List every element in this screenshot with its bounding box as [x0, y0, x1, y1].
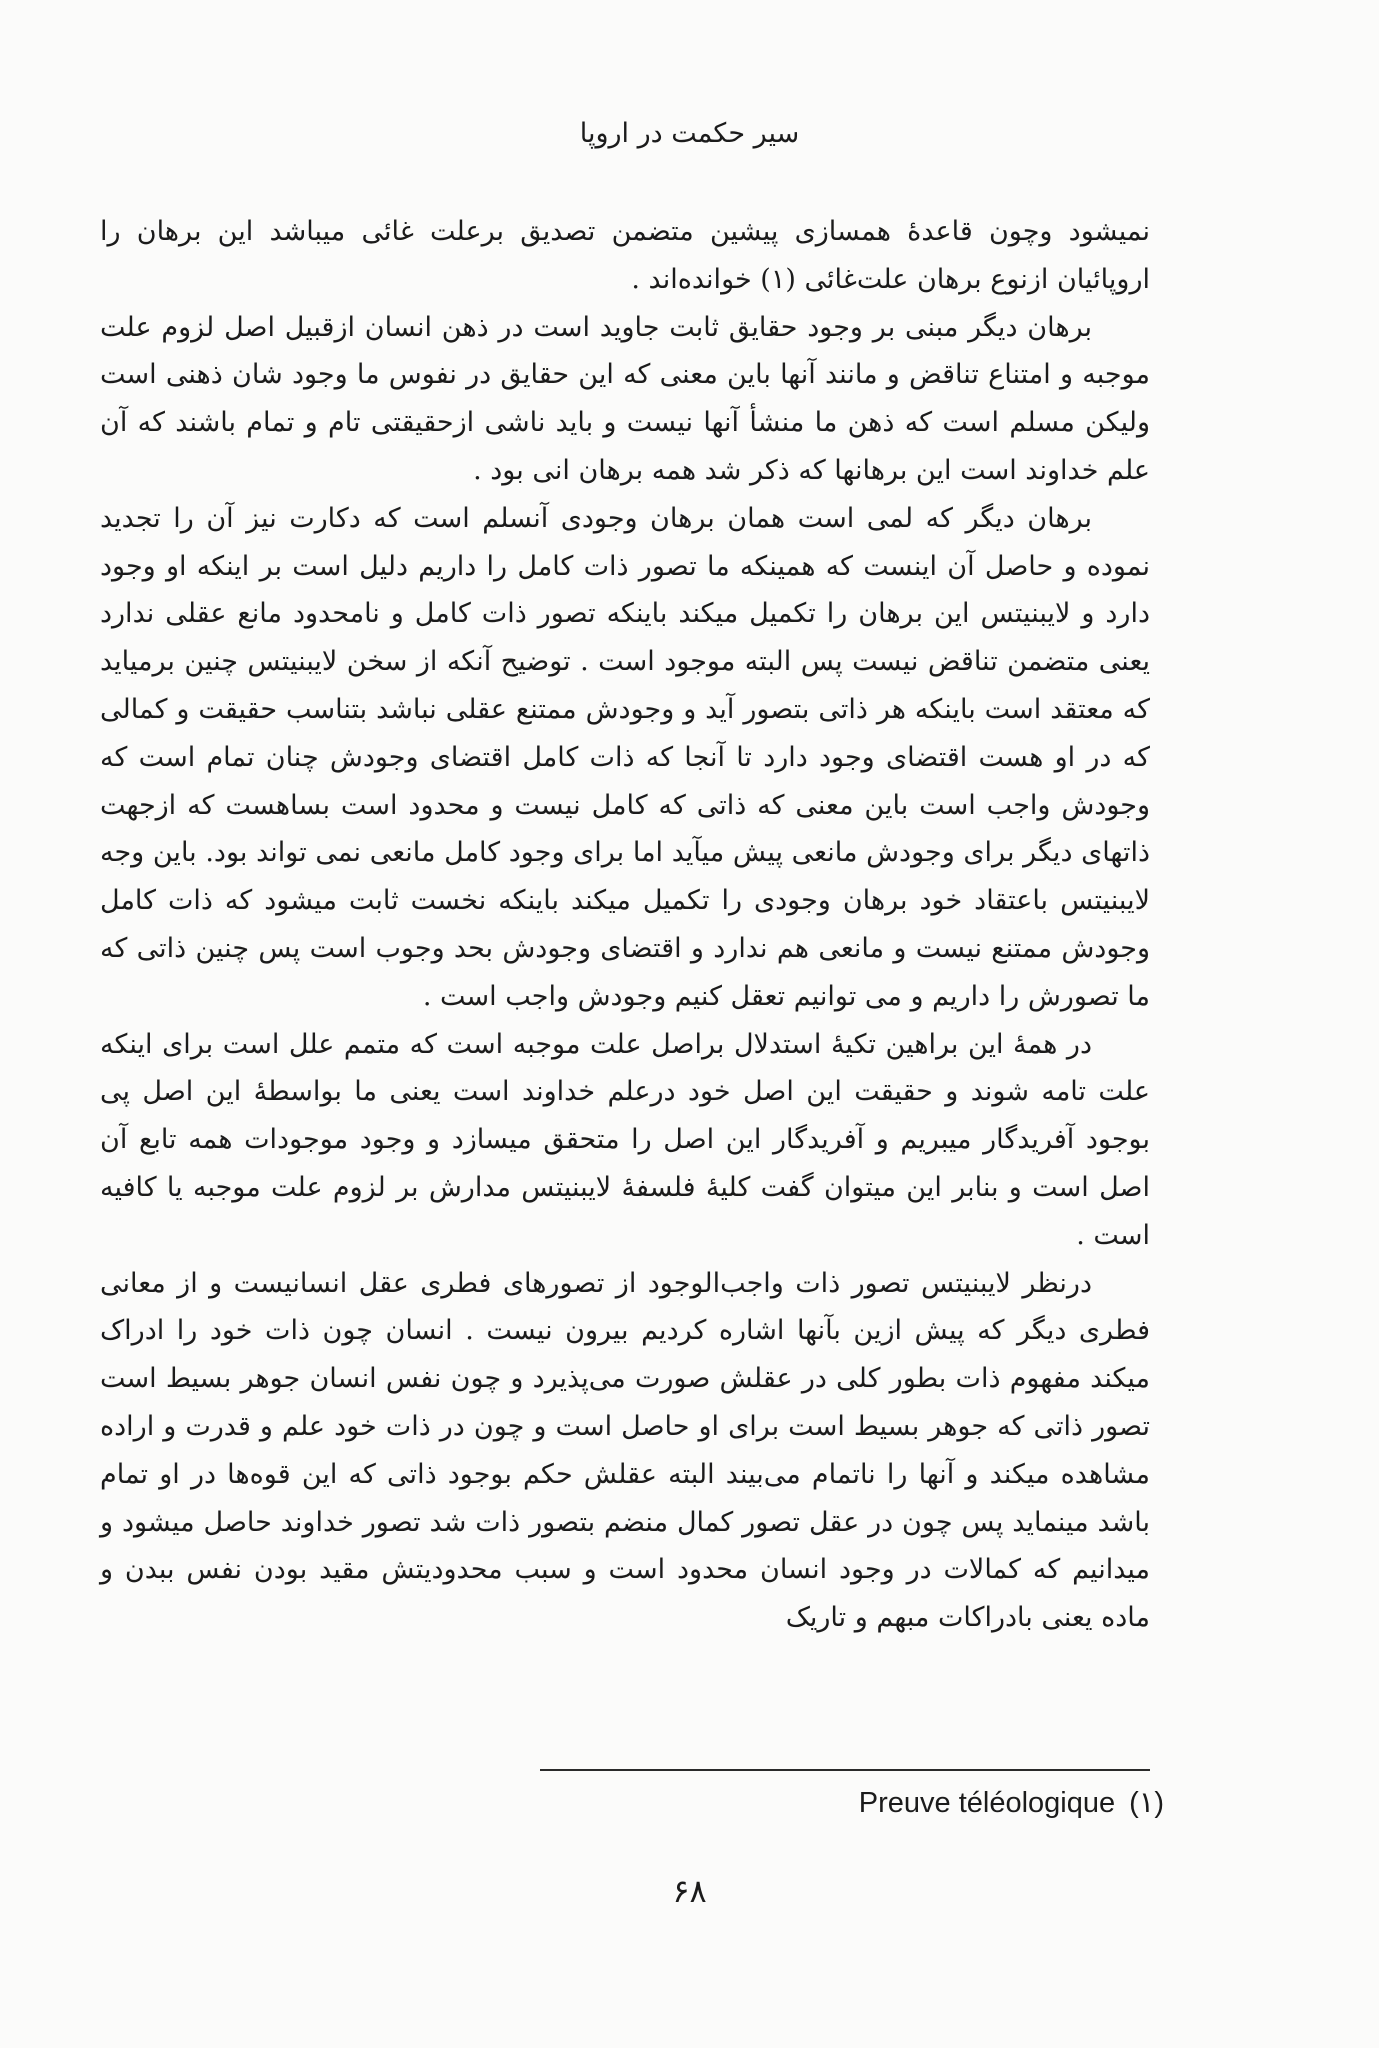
paragraph-3: برهان دیگر که لمی است همان برهان وجودی آنسلم است که دکارت نیز آن را تجدید نموده و حاصل آن اینست که همینکه ما تصور ذات کامل را داریم دلیل است بر اینکه او وجود دارد و لایبنیتس این برهان را تکمیل میکند باینکه تصور ذات کامل و نامحدود مانع عقلی ندارد یعنی متضمن تناقض نیست پس البته موجود است . توضیح آنکه از سخن لایبنیتس چنین برمیاید که معتقد است باینکه هر ذاتی بتصور آید و وجودش ممتنع عقلی نباشد بتناسب حقیقت و کمالی که در او هست اقتضای وجود دارد تا آنجا که ذات کامل اقتضای وجودش چنان تمام است که وجودش واجب است باین معنی که ذاتی که کامل نیست و محدود است بساهست که ازجهت ذاتهای دیگر برای وجودش مانعی پیش میآید اما برای وجود کامل مانعی نمی تواند بود. باین وجه لایبنیتس باعتقاد خود برهان وجودی را تکمیل میکند باینکه نخست ثابت میشود که ذات کامل وجودش ممتنع نیست و مانعی هم ندارد و اقتضای وجودش بحد وجوب است پس چنین ذاتی که ما تصورش را داریم و می توانیم تعقل کنیم وجودش واجب است .	[100, 502, 1150, 1012]
paragraph-1: نمیشود وچون قاعدهٔ همسازی پیشین متضمن تصدیق برعلت غائی میباشد این برهان را اروپائیان ازنوع برهان علت‌غائی (۱) خوانده‌اند .	[100, 216, 1150, 295]
footnote-number: (۱)	[1129, 1787, 1164, 1819]
paragraph-5: درنظر لایبنیتس تصور ذات واجب‌الوجود از تصورهای فطری عقل انسانیست و از معانی فطری دیگر که پیش ازین بآنها اشاره کردیم بیرون نیست . انسان چون ذات خود را ادراک میکند مفهوم ذات بطور کلی در عقلش صورت می‌پذیرد و چون نفس انسان جوهر بسیط است تصور ذاتی که جوهر بسیط است برای او حاصل است و چون در ذات خود علم و قدرت و اراده مشاهده میکند و آنها را ناتمام می‌بیند البته عقلش حکم بوجود ذاتی که این قوه‌ها در او تمام باشد مینماید پس چون در عقل تصور کمال منضم بتصور ذات شد تصور خداوند حاصل میشود و میدانیم که کمالات در وجود انسان محدود است و سبب محدودیتش مقید بودن نفس ببدن و ماده یعنی بادراکات مبهم و تاریک	[100, 1267, 1150, 1634]
page-number: ۶۸	[672, 1872, 707, 1910]
paragraph-2: برهان دیگر مبنی بر وجود حقایق ثابت جاوید است در ذهن انسان ازقبیل اصل لزوم علت موجبه و امتناع تناقض و مانند آنها باین معنی که این حقایق در نفوس ما وجود شان ذهنی است ولیکن مسلم است که ذهن ما منشأ آنها نیست و باید ناشی ازحقیقتی تام و تمام باشند که آن علم خداوند است این برهانها که ذکر شد همه برهان انی بود .	[100, 311, 1150, 486]
footnote-text: Preuve téléologique	[858, 1787, 1116, 1819]
main-text	[100, 208, 1150, 1642]
paragraph-4: در همهٔ این براهین تکیهٔ استدلال براصل علت موجبه است که متمم علل است برای اینکه علت تامه شوند و حقیقت این اصل خود درعلم خداوند است یعنی ما بواسطهٔ این اصل پی بوجود آفریدگار میبریم و آفریدگار این اصل را متحقق میسازد و وجود موجودات همه تابع آن اصل است و بنابر این میتوان گفت کلیهٔ فلسفهٔ لایبنیتس مدارش بر لزوم علت موجبه یا کافیه است .	[100, 1028, 1150, 1251]
running-header: سیر حکمت در اروپا	[579, 118, 800, 149]
footnote-divider	[540, 1769, 1150, 1771]
footnote	[859, 1785, 1164, 1820]
